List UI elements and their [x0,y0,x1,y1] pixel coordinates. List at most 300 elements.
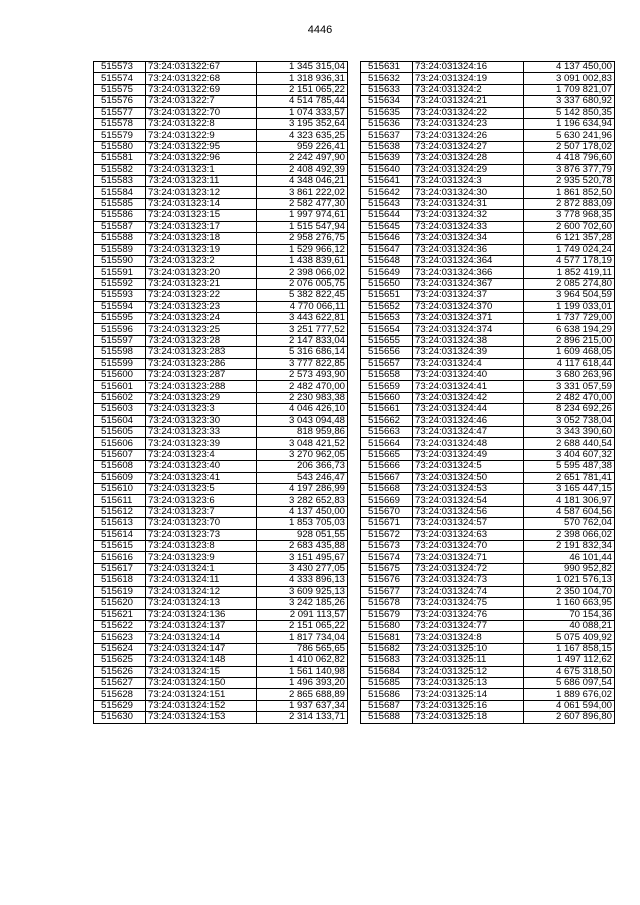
cadastral-value: 5 316 686,14 [257,347,348,358]
cadastral-value: 1 515 547,94 [257,221,348,232]
cadastral-value: 6 121 357,28 [524,233,615,244]
cadastral-number: 73:24:031324:47 [413,427,524,438]
cadastral-value: 3 331 057,59 [524,381,615,392]
cadastral-value: 3 091 002,83 [524,73,615,84]
cadastral-number: 73:24:031323:3 [146,404,257,415]
cadastral-number: 73:24:031324:26 [413,130,524,141]
table-row [361,62,615,73]
table-row [94,666,348,677]
table-row [361,130,615,141]
table-row [361,552,615,563]
cadastral-number: 73:24:031324:19 [413,73,524,84]
cadastral-value: 3 777 822,85 [257,358,348,369]
row-number: 515621 [94,609,146,620]
cadastral-value: 4 348 046,21 [257,176,348,187]
cadastral-number: 73:24:031323:23 [146,301,257,312]
row-number: 515658 [361,369,413,380]
row-number: 515588 [94,233,146,244]
cadastral-number: 73:24:031324:5 [413,461,524,472]
cadastral-number: 73:24:031324:22 [413,107,524,118]
table-row [94,655,348,666]
cadastral-number: 73:24:031324:13 [146,598,257,609]
cadastral-number: 73:24:031324:364 [413,255,524,266]
cadastral-value: 5 075 409,92 [524,632,615,643]
cadastral-number: 73:24:031324:53 [413,484,524,495]
table-row [94,495,348,506]
row-number: 515686 [361,689,413,700]
row-number: 515580 [94,141,146,152]
cadastral-value: 4 675 318,50 [524,666,615,677]
cadastral-number: 73:24:031323:7 [146,506,257,517]
cadastral-value: 1 817 734,04 [257,632,348,643]
row-number: 515639 [361,153,413,164]
cadastral-value: 990 952,82 [524,563,615,574]
row-number: 515599 [94,358,146,369]
cadastral-value: 4 046 426,10 [257,404,348,415]
cadastral-value: 2 600 702,60 [524,221,615,232]
cadastral-number: 73:24:031324:152 [146,700,257,711]
cadastral-number: 73:24:031324:48 [413,438,524,449]
cadastral-number: 73:24:031322:67 [146,62,257,73]
row-number: 515678 [361,598,413,609]
cadastral-number: 73:24:031324:29 [413,164,524,175]
table-row [94,335,348,346]
cadastral-number: 73:24:031324:27 [413,141,524,152]
cadastral-value: 543 246,47 [257,472,348,483]
row-number: 515651 [361,290,413,301]
table-row [361,164,615,175]
row-number: 515605 [94,427,146,438]
cadastral-number: 73:24:031324:23 [413,119,524,130]
row-number: 515593 [94,290,146,301]
row-number: 515582 [94,164,146,175]
table-row [361,187,615,198]
row-number: 515577 [94,107,146,118]
row-number: 515603 [94,404,146,415]
table-row [361,176,615,187]
row-number: 515624 [94,643,146,654]
row-number: 515615 [94,541,146,552]
table-row [94,632,348,643]
table-row [94,130,348,141]
table-row [361,255,615,266]
row-number: 515669 [361,495,413,506]
table-row [361,620,615,631]
table-row [94,244,348,255]
row-number: 515645 [361,221,413,232]
cadastral-value: 3 052 738,04 [524,415,615,426]
table-row [361,472,615,483]
row-number: 515674 [361,552,413,563]
cadastral-value: 1 861 852,50 [524,187,615,198]
cadastral-number: 73:24:031323:5 [146,484,257,495]
row-number: 515684 [361,666,413,677]
table-row [94,347,348,358]
table-row [361,563,615,574]
cadastral-value: 6 638 194,29 [524,324,615,335]
row-number: 515652 [361,301,413,312]
table-row [361,221,615,232]
row-number: 515573 [94,62,146,73]
cadastral-value: 4 323 635,25 [257,130,348,141]
cadastral-number: 73:24:031324:136 [146,609,257,620]
table-row [94,609,348,620]
cadastral-number: 73:24:031323:30 [146,415,257,426]
row-number: 515649 [361,267,413,278]
row-number: 515673 [361,541,413,552]
cadastral-value: 4 418 796,60 [524,153,615,164]
row-number: 515616 [94,552,146,563]
table-row [94,187,348,198]
cadastral-value: 5 595 487,38 [524,461,615,472]
cadastral-value: 2 482 470,00 [524,392,615,403]
row-number: 515637 [361,130,413,141]
row-number: 515659 [361,381,413,392]
row-number: 515597 [94,335,146,346]
cadastral-number: 73:24:031324:153 [146,712,257,723]
row-number: 515680 [361,620,413,631]
cadastral-number: 73:24:031323:20 [146,267,257,278]
table-row [361,301,615,312]
cadastral-value: 4 577 178,19 [524,255,615,266]
cadastral-value: 3 778 968,35 [524,210,615,221]
table-row [94,620,348,631]
cadastral-value: 1 345 315,04 [257,62,348,73]
table-row [94,153,348,164]
table-row [361,461,615,472]
cadastral-number: 73:24:031323:39 [146,438,257,449]
cadastral-value: 2 242 497,90 [257,153,348,164]
table-row [94,164,348,175]
cadastral-value: 3 043 094,48 [257,415,348,426]
cadastral-value: 4 137 450,00 [257,506,348,517]
row-number: 515642 [361,187,413,198]
table-row [361,712,615,723]
cadastral-number: 73:24:031323:41 [146,472,257,483]
cadastral-value: 2 872 883,09 [524,198,615,209]
cadastral-number: 73:24:031324:36 [413,244,524,255]
cadastral-value: 928 051,55 [257,529,348,540]
table-row [94,210,348,221]
row-number: 515591 [94,267,146,278]
cadastral-number: 73:24:031325:16 [413,700,524,711]
row-number: 515606 [94,438,146,449]
cadastral-value: 1 749 024,24 [524,244,615,255]
row-number: 515574 [94,73,146,84]
cadastral-value: 3 343 390,60 [524,427,615,438]
cadastral-number: 73:24:031324:76 [413,609,524,620]
table-row [361,312,615,323]
table-row [361,107,615,118]
cadastral-number: 73:24:031324:41 [413,381,524,392]
cadastral-number: 73:24:031324:57 [413,518,524,529]
cadastral-value: 1 196 634,94 [524,119,615,130]
row-number: 515611 [94,495,146,506]
cadastral-value: 4 333 896,13 [257,575,348,586]
table-row [361,643,615,654]
row-number: 515656 [361,347,413,358]
row-number: 515633 [361,84,413,95]
table-row [94,484,348,495]
row-number: 515668 [361,484,413,495]
table-row [361,609,615,620]
cadastral-number: 73:24:031324:366 [413,267,524,278]
table-row [94,84,348,95]
registry-table-left [93,61,348,724]
table-row [94,461,348,472]
cadastral-number: 73:24:031324:34 [413,233,524,244]
row-number: 515594 [94,301,146,312]
cadastral-value: 1 937 637,34 [257,700,348,711]
row-number: 515632 [361,73,413,84]
row-number: 515676 [361,575,413,586]
cadastral-number: 73:24:031323:11 [146,176,257,187]
table-row [361,381,615,392]
cadastral-value: 2 151 065,22 [257,84,348,95]
row-number: 515636 [361,119,413,130]
row-number: 515584 [94,187,146,198]
table-row [94,221,348,232]
table-row [361,73,615,84]
row-number: 515614 [94,529,146,540]
row-number: 515677 [361,586,413,597]
row-number: 515610 [94,484,146,495]
row-number: 515623 [94,632,146,643]
cadastral-number: 73:24:031324:12 [146,586,257,597]
table-row [94,563,348,574]
cadastral-number: 73:24:031324:72 [413,563,524,574]
table-row [94,119,348,130]
table-row [361,278,615,289]
row-number: 515643 [361,198,413,209]
cadastral-value: 3 876 377,79 [524,164,615,175]
table-row [361,198,615,209]
cadastral-number: 73:24:031323:4 [146,449,257,460]
row-number: 515661 [361,404,413,415]
cadastral-number: 73:24:031323:17 [146,221,257,232]
cadastral-value: 1 529 966,12 [257,244,348,255]
row-number: 515634 [361,96,413,107]
cadastral-number: 73:24:031324:150 [146,677,257,688]
row-number: 515648 [361,255,413,266]
cadastral-number: 73:24:031323:18 [146,233,257,244]
table-row [94,73,348,84]
table-row [94,301,348,312]
table-row [94,529,348,540]
cadastral-number: 73:24:031324:49 [413,449,524,460]
row-number: 515583 [94,176,146,187]
cadastral-value: 2 507 178,02 [524,141,615,152]
cadastral-value: 2 573 493,90 [257,369,348,380]
row-number: 515670 [361,506,413,517]
table-row [94,358,348,369]
cadastral-number: 73:24:031323:40 [146,461,257,472]
cadastral-number: 73:24:031325:11 [413,655,524,666]
table-row [361,700,615,711]
cadastral-number: 73:24:031323:21 [146,278,257,289]
table-row [94,198,348,209]
table-row [361,484,615,495]
table-row [361,575,615,586]
table-row [361,369,615,380]
cadastral-number: 73:24:031323:28 [146,335,257,346]
cadastral-value: 4 514 785,44 [257,96,348,107]
cadastral-number: 73:24:031324:14 [146,632,257,643]
cadastral-value: 1 561 140,98 [257,666,348,677]
row-number: 515679 [361,609,413,620]
cadastral-number: 73:24:031324:1 [146,563,257,574]
table-row [94,438,348,449]
row-number: 515647 [361,244,413,255]
table-row [361,598,615,609]
table-row [361,655,615,666]
cadastral-value: 2 651 781,41 [524,472,615,483]
cadastral-number: 73:24:031324:39 [413,347,524,358]
row-number: 515646 [361,233,413,244]
table-row [361,244,615,255]
table-row [361,347,615,358]
cadastral-number: 73:24:031325:18 [413,712,524,723]
row-number: 515683 [361,655,413,666]
cadastral-value: 570 762,04 [524,518,615,529]
cadastral-value: 3 242 185,26 [257,598,348,609]
cadastral-number: 73:24:031322:68 [146,73,257,84]
table-row [94,369,348,380]
table-row [94,541,348,552]
cadastral-value: 46 101,44 [524,552,615,563]
cadastral-value: 1 438 839,61 [257,255,348,266]
table-row [94,586,348,597]
table-row [94,233,348,244]
cadastral-value: 1 497 112,62 [524,655,615,666]
cadastral-value: 2 683 435,88 [257,541,348,552]
row-number: 515608 [94,461,146,472]
table-row [361,358,615,369]
cadastral-number: 73:24:031323:14 [146,198,257,209]
cadastral-value: 2 688 440,54 [524,438,615,449]
cadastral-value: 3 251 777,52 [257,324,348,335]
table-row [94,404,348,415]
table-row [361,415,615,426]
cadastral-value: 206 366,73 [257,461,348,472]
cadastral-number: 73:24:031323:283 [146,347,257,358]
row-number: 515675 [361,563,413,574]
cadastral-value: 5 630 241,96 [524,130,615,141]
row-number: 515665 [361,449,413,460]
row-number: 515641 [361,176,413,187]
table-row [361,392,615,403]
cadastral-number: 73:24:031324:16 [413,62,524,73]
cadastral-number: 73:24:031323:29 [146,392,257,403]
cadastral-value: 2 398 066,02 [257,267,348,278]
cadastral-number: 73:24:031324:8 [413,632,524,643]
cadastral-number: 73:24:031324:42 [413,392,524,403]
cadastral-value: 3 282 652,83 [257,495,348,506]
cadastral-number: 73:24:031324:4 [413,358,524,369]
cadastral-value: 40 088,21 [524,620,615,631]
table-row [94,677,348,688]
cadastral-value: 1 709 821,07 [524,84,615,95]
cadastral-value: 2 314 133,71 [257,712,348,723]
cadastral-value: 1 167 858,15 [524,643,615,654]
cadastral-value: 2 085 274,80 [524,278,615,289]
table-row [361,210,615,221]
row-number: 515587 [94,221,146,232]
cadastral-number: 73:24:031323:15 [146,210,257,221]
cadastral-number: 73:24:031323:19 [146,244,257,255]
table-row [94,575,348,586]
row-number: 515664 [361,438,413,449]
cadastral-number: 73:24:031324:77 [413,620,524,631]
table-row [94,381,348,392]
table-row [94,518,348,529]
cadastral-value: 3 964 504,59 [524,290,615,301]
row-number: 515663 [361,427,413,438]
cadastral-number: 73:24:031324:32 [413,210,524,221]
row-number: 515575 [94,84,146,95]
table-row [361,666,615,677]
row-number: 515618 [94,575,146,586]
cadastral-value: 5 142 850,35 [524,107,615,118]
row-number: 515640 [361,164,413,175]
cadastral-number: 73:24:031322:8 [146,119,257,130]
cadastral-number: 73:24:031324:37 [413,290,524,301]
table-row [361,529,615,540]
cadastral-number: 73:24:031324:28 [413,153,524,164]
cadastral-value: 2 350 104,70 [524,586,615,597]
table-row [94,552,348,563]
cadastral-value: 2 191 832,34 [524,541,615,552]
cadastral-number: 73:24:031323:8 [146,541,257,552]
cadastral-number: 73:24:031323:73 [146,529,257,540]
cadastral-number: 73:24:031323:6 [146,495,257,506]
cadastral-value: 2 408 492,39 [257,164,348,175]
row-number: 515671 [361,518,413,529]
cadastral-value: 5 382 822,45 [257,290,348,301]
cadastral-number: 73:24:031324:370 [413,301,524,312]
cadastral-value: 2 147 833,04 [257,335,348,346]
cadastral-number: 73:24:031324:46 [413,415,524,426]
table-row [94,415,348,426]
table-row [361,233,615,244]
cadastral-value: 2 091 113,57 [257,609,348,620]
row-number: 515682 [361,643,413,654]
cadastral-number: 73:24:031324:371 [413,312,524,323]
cadastral-value: 1 997 974,61 [257,210,348,221]
row-number: 515685 [361,677,413,688]
cadastral-number: 73:24:031324:70 [413,541,524,552]
row-number: 515655 [361,335,413,346]
cadastral-value: 1 496 393,20 [257,677,348,688]
cadastral-value: 2 151 065,22 [257,620,348,631]
cadastral-number: 73:24:031324:30 [413,187,524,198]
row-number: 515589 [94,244,146,255]
row-number: 515635 [361,107,413,118]
table-row [94,427,348,438]
table-row [94,267,348,278]
cadastral-value: 4 117 618,44 [524,358,615,369]
cadastral-value: 1 199 033,01 [524,301,615,312]
table-row [361,290,615,301]
table-row [361,84,615,95]
cadastral-number: 73:24:031324:33 [413,221,524,232]
row-number: 515609 [94,472,146,483]
row-number: 515581 [94,153,146,164]
cadastral-value: 3 609 925,13 [257,586,348,597]
row-number: 515638 [361,141,413,152]
cadastral-value: 3 270 962,05 [257,449,348,460]
cadastral-value: 4 181 306,97 [524,495,615,506]
